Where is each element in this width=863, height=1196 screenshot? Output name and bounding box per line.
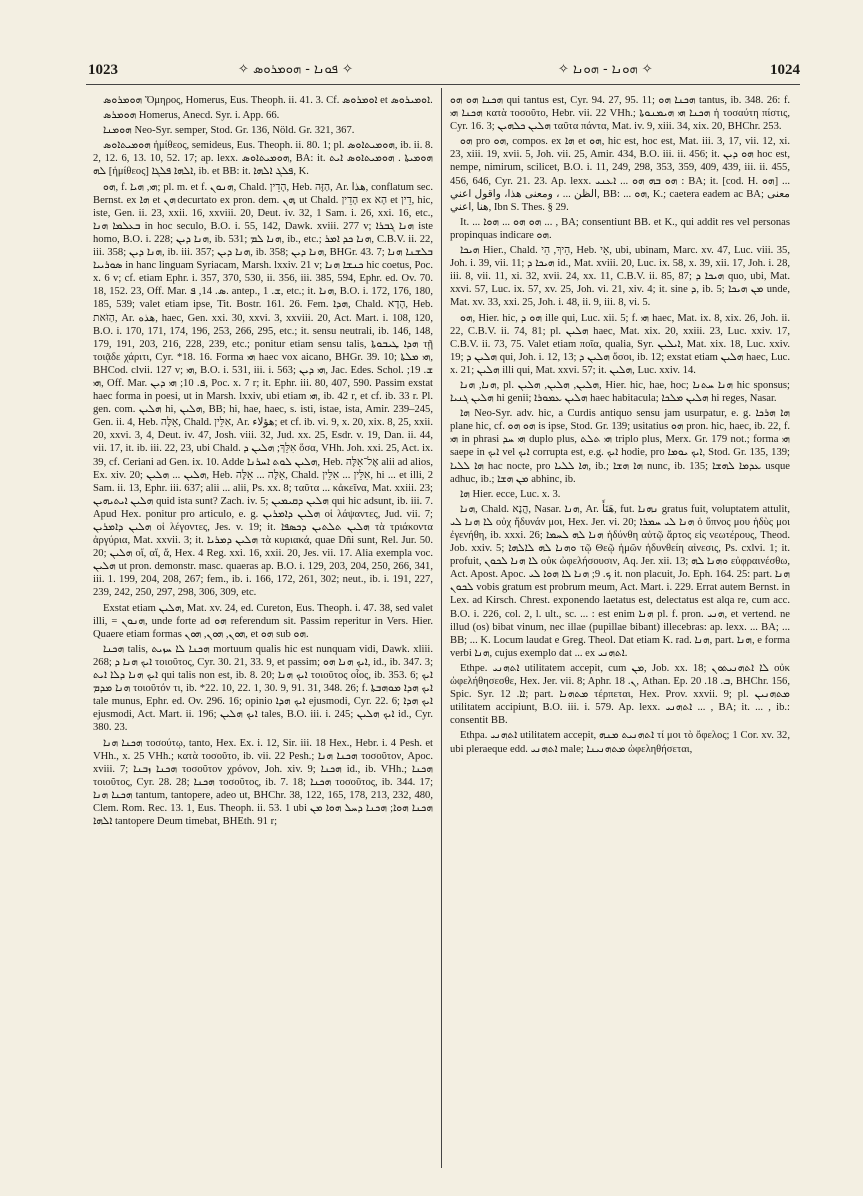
- dictionary-entry: Ethpa. ܐܬܗܢܝ utilitatem accepit, ܐܬܗܢܝܬ ܡܢܗ τί μοι τὸ ὄφελος; 1 Cor. xv. 32, ubi pleraeque edd. ܐܬܗܢܝ male; ܡܬܗܢܝܢܐ ὠφεληθήσεται,: [450, 730, 790, 755]
- page-number-right: 1024: [770, 62, 800, 78]
- dictionary-entry: ܗܘܡܢܐ Neo-Syr. semper, Stod. Gr. 136, Nöld. Gr. 321, 367.: [103, 125, 355, 137]
- column-divider: [441, 88, 442, 1168]
- dictionary-entry: ܗܟܢܐ talis, ܗܟܢܐ ܠܐ ܚܙܝܬ mortuum qualis hic est nunquam vidi, Dawk. xliii. 268; ܐܝܟ ܗܢܐ ܕ τοιοῦτος, Cyr. 30. 21, 33. 9, et passim; ܐܝܟ ܗܢܐ ܗܘ, id., ib. 347. 3; ܐܝܟ ܗܢܐ ܕܠܐ ܐܝܬ qui talis non est, ib. 8. 20; ܐܝܟ ܗܢܐ τοιοῦτος οἷος, ib. 353. 6; ܐܝܟ ܗܢܐ ܡܕܡ τοιοῦτόν τι, ib. *22. 10, 22. 1, 30. 9, 91. 31, 348. 26; f. ܐܝܟ ܗܕܐ ܡܘܗܒܬܐ tale munus, Ephr. ed. Ov. 296. 16; opinio ܐܝܟ ܗܕܐ ejusmodi, Cyr. 22. 6; ܐܝܟ ܗܕܐ ejusmodi, Act. Mart. ii. 196; ܐܝܟ ܗܠܝܢ tales, B.O. iii. i. 245; ܐܝܟ ܗܠܝܢ id., Cyr. 380. 23.: [93, 643, 433, 734]
- page-number-left: 1023: [88, 62, 118, 78]
- dictionary-entry: ܗܘܡܪܣ Homerus, Anecd. Syr. i. App. 66.: [103, 110, 280, 122]
- running-title-left: ✧ ܦܘܢܐ - ܗܘܡܪܘܣ ✧: [238, 62, 353, 77]
- dictionary-entry: ܗܢܐ, ܗܢܐ, pl. ܗܠܝܢ, ܗܠܝܢ, ܗܠܝܢ, Hier. hic, hae, hoc; ܗܢܐ ܚܬܢܐ hic sponsus; ܗܠܝܢ ܓܢܝܐ hi genii; ܗܠܝܢ ܥܡܘܪܐ haec habitacula; ܗܠܝܢ ܡܠܟܐ hi reges, Nasar.: [450, 379, 790, 405]
- dictionary-entry: ܗܘ, f. ܗܝ, ܗܝܐ; pl. m. et f. ܗܢܘܢ, Chald. הָדֵין, Heb. הַזֶּה, Ar. هذا, conflatum sec. Bernst. ex ܗܐ et ܗܢ decurtato ex pron. dem. ܗܢ, ut Chald. הָדֵין ex הָא et דֵין, hic, iste, Gen. ii. 23, xxii. 16, xxviii. 20, Deut. iv. 32, 1 Sam. i. 26, xxi. 16, etc., ܒܥܠܡܐ ܗܢܐ in hoc seculo, B.O. i. 55, 142, Dawk. xviii. 277 v; ܗܢܐ ܓܒܪܐ iste homo, B.O. i. 228; ܗܢܐ ܕܝܢ, ib. 531; ܗܢܐ ܠܡ, ib., etc.; ܗܢܐ ܟܕ ܐܡܪ, C.B.V. ii. 22, iii. 358; ܗܢܐ ܕܝܢ, ib. iii. 357; ܗܢܐ ܕܝܢ, ib. 358; ܗܢܐ ܕܝܢ, BHGr. 43. 7; ܒܠܫܢܐ ܗܢܐ ܣܘܪܝܝܐ in hanc linguam Syriacam, Marsh. lxxiv. 21 v; ܟܢܫܐ ܗܢܐ hic coetus, Poc. x. 6 v; cf. etiam Ephr. i. 357, 370, 530, ii. 356, iii. 385, 594, Ephr. ed. Ov. 70. 18, 152. 23, Off. Mar. ܣ. 14, ܦ. antep., ܫ. 1, etc.; it. ܗܢܐ, B.O. i. 172, 176, 180, 185, 539; valet etiam ipse, Tit. Bostr. 161. 26. Fem. ܗܕܐ, Chald. הָדָא, Heb. הַזֹּאת, Ar. هذه, haec, Gen. xxi. 30, xxvi. 3, xxviii. 20, Act. Mart. i. 108, 120, B.O. i. 170, 171, 174, 196, 253, 266, 295, etc.; it. sensu neutrali, ib. 146, 148, 179, 191, 203, 216, 228, 239, etc.; ponitur etiam sensu talis, ܗܕܐ ܛܝܒܘܬܐ τῇ τοιᾷδε χάριτι, Cyr. *18. 16. Forma ܗܝ haec vox aicano, BHGr. 39. 10; ܗܝ ܡܠܬܐ, BHCod. clvii. 127 v; ܗܝ, B.O. i. 531, iii. i. 563; ܗܝ ܕܝܢ, Jac. Edes. Schol. ܫ. 19; ܗܝ, Off. Mar. ܦ. 10; ܗܝ ܕܝܢ, Poc. x. 7 r; it. Ephr. iii. 80, 407, 590. Passim exstat haec forma in poesi, ut in Marsh. lxxiv, ubi etiam ܗܝ, ib. 42 r, et cf. ib. 33 r. Pl. gen. com. ܗܠܝܢ hi, ܗܠܝܢ, BB; hi, hae, haec, s. isti, istae, ista, Amir. 239–245, Gen. ii. 4, Heb. אֵלֶּה, Chald. אִלֵּין, Ar. هؤلاء; et cf. ib. vi. 9, x. 20, xix. 8, 25, xxii. 20, xxvi. 3, 4, Deut. iv. 47, Josh. viii. 32, Jud. xx. 25, Esdr. v. 19, Dan. ii. 44, vii. 17, it. ib. iii. 22, 23, ubi Chald. אִלֵּךְ; ܗܠܝܢ ܕ ὅσα, VHh. Joh. xxi. 25, Act. ix. 39, cf. Ceriani ad Gen. ix. 10. Adde ܗܠܝܢ ܠܘܬ ܐܚܪܢܐ, Heb. אֶל־אֵלֶּה alii ad alios, Ex. xiv. 20; ܗܠܝܢ ... ܗܠܝܢ, Heb. אֵלֶּה ... אֵלֶּה, Chald. אִלֵּין ... אִלֵּין, hi ... et illi, 2 Sam. ii. 13, Ephr. iii. 637; alii ... alii, Ps. xx. 8; ταῦτα ... κἀκεῖνα, Mat. xxiii. 23; ܗܠܝܢ ܐܝܬܝܗܝܢ quid ista sunt? Zach. iv. 5; ܗܠܝܢ ܕܩܝܡܝܢ qui hic adsunt, ib. iii. 7. Apud Hex. ponitur pro articulo, e. g. ܗܠܝܢ ܕܐܡܪܝܢ οἱ λάψαντες, Jud. vii. 7; ܗܠܝܢ ܕܐܡܪܝܢ οἱ λέγοντες, Jes. v. 19; it. ܗܠܝܢ ܬܠܬܝܢ ܕܟܣܦܐ τὰ τριάκοντα ἀργύρια, Mat. xxvii. 3; it. ܗܠܝܢ ܕܡܪܝܐ τὰ κυριακά, quae Dñi sunt, Rel. Jur. 50. 20; ܗܠܝܢ οἵ, αἵ, ἅ, Hex. 4 Reg. xxi. 16, xxii. 20, Jes. vii. 17. Alia exempla voc. ܗܠܝܢ ut pron. demonstr. masc. quaeras ap. B.O. i. 129, 203, 204, 250, 266, 341, iii. 1. 199, 204, 208, 267; fem., ib. i. 166, 172, 261, 302; neut., ib. i. 191, 227, 239, 242, 250, 297, 298, 306, 309, etc.: [93, 181, 433, 599]
- dictionary-entry: It. ... ܗܘ ܗܘ ... ܗܘܐ ... , BA; consentiunt BB. et K., qui addit res vel personas propinquas indicare ܗܘ.: [450, 216, 790, 241]
- dictionary-entry: ܗܘܡܪܘܣ Ὅμηρος, Homerus, Eus. Theoph. ii. 41. 3. Cf. ܐܘܡܪܘܣ et ܐܘܡܝܪܘܣ.: [103, 95, 433, 106]
- running-header: [88, 58, 800, 82]
- left-column: [93, 94, 433, 1164]
- dictionary-entry: ܗܟܢܐ ܗܘ ܗܘ qui tantus est, Cyr. 94. 27, 95. 11; ܗܟܢܐ ܗܘ tantus, ib. 348. 26: f. ܗܟܢܐ ܗܝ κατὰ τοσοῦτο, Hebr. vii. 22 VHh.; ܗܟܢܐ ܗܝ ܗܝܡܢܘܬܐ ἡ τοσαύτη πίστις, Cyr. 16. 3; ܗܠܝܢ ܟܠܗܝܢ ταῦτα πάντα, Mat. iv. 9, xiii. 34, xix. 20, BHChr. 253.: [450, 95, 790, 133]
- dictionary-entry: ܗܘܡܝܬܐܘܣ ἡμίθεος, semideus, Eus. Theoph. ii. 80. 1; pl. ܗܘܡܝܬܐܘܣ, ib. ii. 8. 2, 12. 6, 13. 10, 52. 17; ap. lexx. ܗܘܡܝܬܐܘܣ, BA: it. ܗܘܡܝܬܐ . ܗܘܡܝܬܐܘܣ ܐܝܬ ܠܗ [ἡμίθεος] ܐܠܗܐ ܦܠܓܐ, ib. et BB: it. ܦܠܓ ܐܠܗܐ, K.: [93, 140, 433, 178]
- dictionary-entry: ܗܐ Hier. ecce, Luc. x. 3.: [460, 488, 561, 500]
- dictionary-entry: ܗܢܐ, Chald. הֲנָא, Nasar. ܗܢܐ, Ar. هَنَأَ, fut. ܢܗܢܐ gratus fuit, voluptatem attulit, ܠܐ ܗܢܐ ܠܝ οὐχ ἥδυνάν μοι, Hex. Jer. vi. 20; ܗܢܐ ܠܝ ܚܡܪܐ ὁ ὕπνος μου ἡδὺς μοι ἐγενήθη, ib. xxxi. 26; ܗܢܐ ܠܗ ܠܚܡܐ ἡδύνθη αὐτῷ ἄρτος εἰς νεωτέρους, Theod. Job. xxiv. 5; ܘܗܢܐ ܠܗ ܠܐܠܗܐ τῷ Θεῷ ἡμῶν ἡδυνθείη αἰνεσις, Ps. cxlvi. 1; it. profuit, ܠܐ ܗܢܐ ܠܟܘܢ οὐκ ὠφελήσουσιν, Aq. Jer. xii. 13; ܘܗܢܐ ܠܗ εὐφραινέσθω, Act. Apost. Apoc. ܟ. 9; ܗܢܐ ܠܐ ܗܘܐ ܠܝ it. non placuit, Jo. Eph. 164. 25: part. ܗܢܐ ܠܟܘܢ vobis gratum est probrum meum, Act. Mart. i. 229. Errat autem Bernst. in Lex. ad Kirsch. Chrest. exponendo laetatus est, delectatus est alqa re, cum acc. B.O. i. 226, col. 2, l. ult., sc. ... : est enim ܗܢܐ pl. f. pron. ܗܢܝ, et vertend. ne illud (os) bibat vinum, nec illae (pupillae bibant) illecebras: ap. lexx. ... BA; ... BB; ... K. Locum laudat e Greg. Theol. Dat etiam K. rad. ܗܢܐ, part. ܗܢܐ, e forma verbi ܗܢܐ, cujus exemplo dat ... ex ܐܬܗܢܝ.: [450, 503, 790, 659]
- dictionary-entry: ܗܘ pro ܗܘ, compos. ex ܗܐ et ܗܘ, hic est, hoc est, Mat. iii. 3, 17, vii. 12, xi. 23, xiii. 19, xvii. 5, Joh. vii. 25, Amir. 434, B.O. iii. ii. 456; it. ܗܘ ܕܝܢ hoc est, nempe, nimirum, scilicet, B.O. i. 11, 249, 298, 353, 359, 409, 439, iii. ii. 455, 456, 646, Cyr. 21. 23. Ap. lexx. ܗܘ ܒܗ ܗܘ ... ܐܥܢܝ : BA; it. [cod. H. ܗܘ] ... الظن ... ، ومعنى هذا، واقول اعني, BB: ... ܗܘ, K.; caetera eadem ac BA; معنى هنا ,اعني, Ibn S. Thes. § 29.: [450, 136, 790, 213]
- running-title-right: ✧ ܗܘܢܐ - ܗܘܢܐ ✧: [558, 62, 653, 77]
- header-rule: [86, 84, 800, 85]
- dictionary-entry: ܗܝܟܐ Hier., Chald. הֵיךְ, הֵי, Heb. אֵי, ubi, ubinam, Marc. xv. 47, Luc. viii. 35, Joh. i. 39, vii. 11; ܗܝܟܐ ܕ id., Mat. xviii. 20, Luc. ix. 58, x. 39, xii. 17, Joh. i. 28, iii. 8, vii. 11, xi. 32, xvii. 24, xx. 11, C.B.V. ii. 85, 87; ܗܝܟܐ ܕ quo, ubi, Mat. xxvi. 57, Luc. ix. 57, xv. 25, Joh. vi. 21, xiv. 4; it. sine ܕ, ib. 5; ܡܢ ܗܝܟܐ unde, Mat. xv. 33, xxi. 25, Joh. i. 48, ii. 9, iii. 8, vi. 5.: [450, 245, 790, 309]
- dictionary-entry: ܗܟܢܐ ܗܢܐ τοσούτῳ, tanto, Hex. Ex. i. 12, Sir. iii. 18 Hex., Hebr. i. 4 Pesh. et VHh., x. 25 VHh.; κατὰ τοσοῦτο, ib. vii. 22 Pesh.; ܗܟܢܐ ܗܢܐ τοσοῦτον, Apoc. xviii. 7; ܗܟܢܐ ܙܒܢܐ τοσοῦτον χρόνον, Joh. xiv. 9; ܗܟܢܐ id., ib. VHh.; ܗܟܢܐ τοιοῦτος, Cyr. 28. 28; ܗܟܢܐ τοσοῦτος, ib. 7. 18; ܗܟܢܐ τοσοῦτος, ib. 344. 17; ܗܟܢܐ ܗܢܐ tantum, tantopere, adeo ut, BHChr. 38, 122, 165, 178, 213, 232, 480, Clem. Rom. Rec. 13. 1, Eus. Theoph. ii. 53. 1 ubi ܗܟܢܐ ܗܘܐ; ܗܟܢܐ ܕܚܠ ܗܘܐ ܡܢ ܐܠܗܐ tantopere Deum timebat, BHEth. 91 r;: [93, 737, 433, 828]
- dictionary-entry: Ethpe. ܐܬܗܢܝ utilitatem accepit, cum ܡܢ, Job. xx. 18; ܠܐ ܐܬܗܢܝܬܘܢ οὐκ ὠφελήθησεσθε, Hex. Jer. vii. 8; Aphr. ܢ. 18, Athan. Ep. ܒ. 18. 20, BHChr. 156, Spic. Syr. ܐܐ. 12; part. ܡܬܗܢܐ τέρπεται, Hex. Prov. xxvii. 9; pl. ܡܬܗܢܝܢ utilitatem accipiunt, B.O. iii. i. 579. Ap. lexx. ܐܬܗܢܝ ... , BA; it. ... , ib.: consentit BB.: [450, 662, 790, 727]
- dictionary-entry: ܗܘ, Hier. hic, ܗܘ ܕ ille qui, Luc. xii. 5; f. ܗܝ haec, Mat. ix. 8, xix. 26, Joh. ii. 22, C.B.V. ii. 74, 81; pl. ܗܠܝܢ haec, Mat. xix. 20, xxiii. 23, Luc. xxiv. 17, C.B.V. ii. 73, 75. Valet etiam ποῖα, qualia, Syr. ܐܝܠܝܢ, Mat. xix. 18, Luc. xxiv. 19; ܗܠܝܢ ܕ qui, Joh. i. 12, 13; ܗܠܝܢ ܕ ὅσοι, ib. 12; exstat etiam ܗܠܝܢ haec, Luc. x. 21; ܗܠܝܢ illi qui, Mat. xxvi. 57; it. ܗܠܝܢ, Luc. xxiv. 14.: [450, 312, 790, 376]
- dictionary-entry: ܗܐ Neo-Syr. adv. hic, a Curdis antiquo sensu jam usurpatur, e. g. ܗܐ ܗܪܟܐ plane hic, cf. ܗܘ ܗܘ is ipse, Stod. Gr. 139; usitatius ܗܘ pron. hic, haec, ib. 22, f. ܗܝ in phrasi ܗܝ ܚܕ duplo plus, ܗܝ ܬܠܬ triplo plus, Merx. Gr. 179 not.; forma ܗܝ saepe in ܐܝܟ vel ܐܝܟ corrupta est, e.g. ܐܝܟ hodie, pro ܐܝܟ ܝܘܡܐ, Stod. Gr. 135, 139; ܗܐ ܠܠܝܐ hac nocte, pro ܗܐ ܠܠܝܐ, ib.; ܗܐ ܗܫܐ nunc, ib. 135; ܥܕܡܐ ܠܗܫܐ usque adhuc, ib.; ܡܢ ܗܫܐ abhinc, ib.: [450, 408, 790, 485]
- right-column: [450, 94, 790, 1164]
- dictionary-entry: Exstat etiam ܗܠܝܢ, Mat. xv. 24, ed. Cureton, Eus. Theoph. i. 47. 38, sed valet illi, = ܗܢܘܢ, unde forte ad ܗܘ referendum sit. Passim reperitur in Vers. Hier. Quaere etiam formas ܗܘܢ, ܗܘܢ, ܗܘܢ, et ܗܘ sub ܗܘ.: [93, 602, 433, 640]
